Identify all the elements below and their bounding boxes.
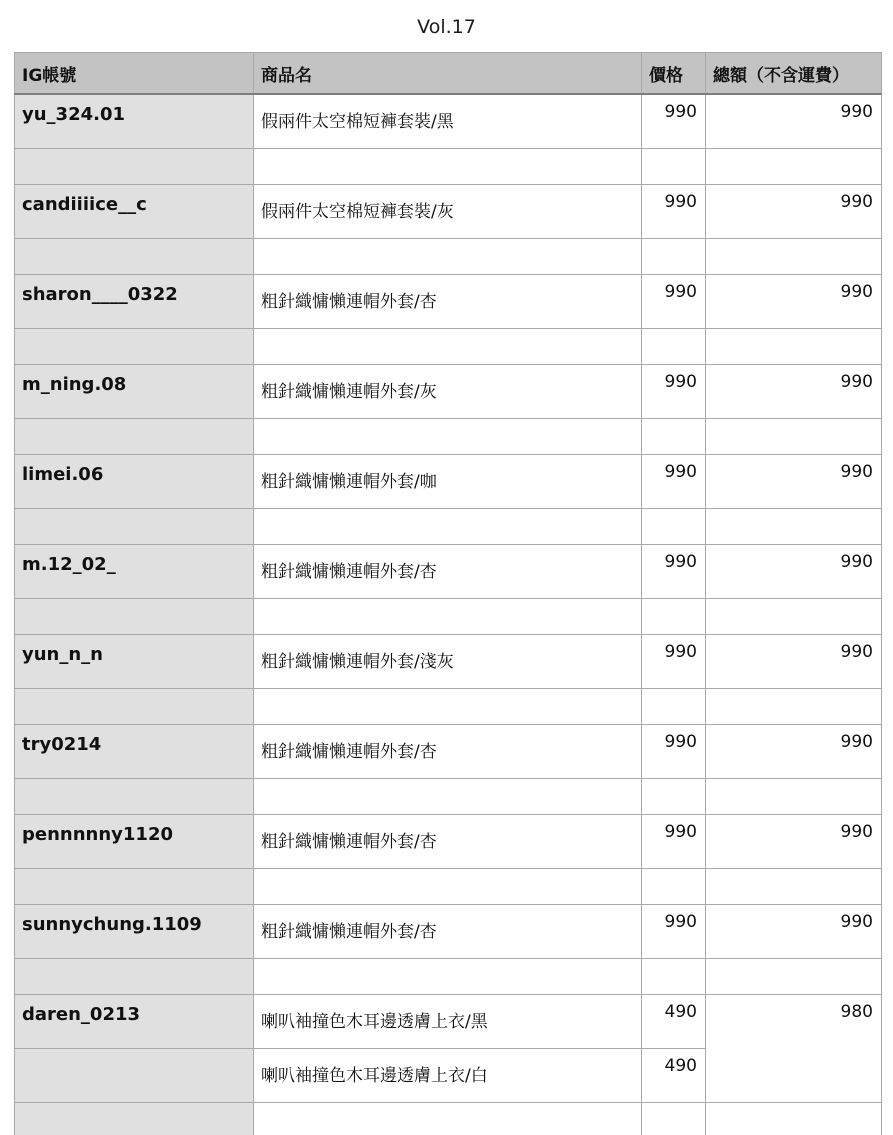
total-cell[interactable] — [706, 959, 882, 995]
total-cell[interactable] — [706, 239, 882, 275]
total-cell[interactable] — [706, 419, 882, 455]
item-cell[interactable] — [254, 869, 642, 905]
account-cell[interactable] — [15, 419, 254, 455]
table-row — [15, 365, 882, 419]
total-cell[interactable] — [706, 599, 882, 635]
account-cell[interactable] — [15, 959, 254, 995]
total-cell[interactable]: 990 — [706, 725, 882, 779]
item-cell[interactable]: 喇叭袖撞色木耳邊透膚上衣/黑 — [254, 995, 642, 1049]
table-row — [15, 185, 882, 239]
header-row — [15, 53, 882, 95]
price-cell[interactable] — [642, 239, 706, 275]
header-account[interactable]: IG帳號 — [15, 53, 254, 95]
price-cell[interactable]: 490 — [642, 995, 706, 1049]
total-cell[interactable]: 990 — [706, 365, 882, 419]
total-cell[interactable]: 990 — [706, 905, 882, 959]
price-cell[interactable] — [642, 419, 706, 455]
total-cell[interactable]: 980 — [706, 995, 882, 1103]
account-cell[interactable]: sunnychung.1109 — [15, 905, 254, 959]
price-cell[interactable]: 990 — [642, 94, 706, 149]
account-cell[interactable] — [15, 599, 254, 635]
table-row — [15, 905, 882, 959]
account-cell[interactable]: yun_n_n — [15, 635, 254, 689]
item-cell[interactable]: 粗針織慵懶連帽外套/杏 — [254, 545, 642, 599]
order-table — [14, 52, 882, 1135]
table-row — [15, 815, 882, 869]
total-cell[interactable]: 990 — [706, 545, 882, 599]
blank-row — [15, 869, 882, 905]
item-cell[interactable] — [254, 1103, 642, 1135]
account-cell[interactable]: yu_324.01 — [15, 94, 254, 149]
price-cell[interactable]: 990 — [642, 905, 706, 959]
account-cell[interactable]: try0214 — [15, 725, 254, 779]
item-cell[interactable] — [254, 329, 642, 365]
account-cell[interactable] — [15, 869, 254, 905]
account-cell[interactable]: sharon____0322 — [15, 275, 254, 329]
item-cell[interactable]: 粗針織慵懶連帽外套/灰 — [254, 365, 642, 419]
total-cell[interactable] — [706, 329, 882, 365]
price-cell[interactable]: 990 — [642, 275, 706, 329]
account-cell[interactable]: limei.06 — [15, 455, 254, 509]
blank-row — [15, 959, 882, 995]
price-cell[interactable] — [642, 149, 706, 185]
account-cell[interactable] — [15, 329, 254, 365]
item-cell[interactable] — [254, 149, 642, 185]
blank-row — [15, 329, 882, 365]
price-cell[interactable] — [642, 329, 706, 365]
account-cell[interactable] — [15, 689, 254, 725]
price-cell[interactable]: 990 — [642, 545, 706, 599]
item-cell[interactable] — [254, 959, 642, 995]
account-cell[interactable] — [15, 509, 254, 545]
account-cell[interactable] — [15, 779, 254, 815]
item-cell[interactable]: 粗針織慵懶連帽外套/杏 — [254, 275, 642, 329]
total-cell[interactable] — [706, 509, 882, 545]
table-row — [15, 275, 882, 329]
account-cell[interactable] — [15, 1103, 254, 1135]
item-cell[interactable] — [254, 419, 642, 455]
price-cell[interactable] — [642, 1103, 706, 1135]
total-cell[interactable] — [706, 869, 882, 905]
table-row — [15, 545, 882, 599]
table-row — [15, 635, 882, 689]
blank-row — [15, 779, 882, 815]
account-cell[interactable] — [15, 149, 254, 185]
price-cell[interactable] — [642, 779, 706, 815]
price-cell[interactable]: 990 — [642, 815, 706, 869]
price-cell[interactable] — [642, 869, 706, 905]
item-cell[interactable] — [254, 509, 642, 545]
item-cell[interactable]: 粗針織慵懶連帽外套/杏 — [254, 905, 642, 959]
table-row — [15, 94, 882, 149]
table-row — [15, 995, 882, 1049]
account-cell[interactable] — [15, 1049, 254, 1103]
account-cell[interactable]: m_ning.08 — [15, 365, 254, 419]
total-cell[interactable]: 990 — [706, 815, 882, 869]
blank-row — [15, 599, 882, 635]
price-cell[interactable]: 990 — [642, 635, 706, 689]
price-cell[interactable]: 990 — [642, 725, 706, 779]
price-cell[interactable] — [642, 689, 706, 725]
account-cell[interactable]: candiiiice__c — [15, 185, 254, 239]
header-total[interactable]: 總額（不含運費） — [706, 53, 882, 95]
price-cell[interactable]: 990 — [642, 185, 706, 239]
blank-row — [15, 689, 882, 725]
item-cell[interactable] — [254, 599, 642, 635]
total-cell[interactable] — [706, 149, 882, 185]
total-cell[interactable]: 990 — [706, 455, 882, 509]
price-cell[interactable]: 490 — [642, 1049, 706, 1103]
total-cell[interactable]: 990 — [706, 185, 882, 239]
price-cell[interactable] — [642, 959, 706, 995]
total-cell[interactable]: 990 — [706, 635, 882, 689]
blank-row — [15, 419, 882, 455]
account-cell[interactable]: pennnnny1120 — [15, 815, 254, 869]
total-cell[interactable]: 990 — [706, 94, 882, 149]
item-cell[interactable]: 粗針織慵懶連帽外套/咖 — [254, 455, 642, 509]
price-cell[interactable] — [642, 599, 706, 635]
item-cell[interactable] — [254, 689, 642, 725]
header-price[interactable]: 價格 — [642, 53, 706, 95]
item-cell[interactable]: 假兩件太空棉短褲套裝/黑 — [254, 94, 642, 149]
item-cell[interactable] — [254, 779, 642, 815]
account-cell[interactable]: m.12_02_ — [15, 545, 254, 599]
item-cell[interactable]: 粗針織慵懶連帽外套/杏 — [254, 725, 642, 779]
item-cell[interactable]: 喇叭袖撞色木耳邊透膚上衣/白 — [254, 1049, 642, 1103]
table-row — [15, 725, 882, 779]
total-cell[interactable] — [706, 779, 882, 815]
item-cell[interactable]: 粗針織慵懶連帽外套/杏 — [254, 815, 642, 869]
item-cell[interactable]: 假兩件太空棉短褲套裝/灰 — [254, 185, 642, 239]
total-cell[interactable]: 990 — [706, 275, 882, 329]
table-row — [15, 455, 882, 509]
account-cell[interactable]: daren_0213 — [15, 995, 254, 1049]
blank-row — [15, 1103, 882, 1135]
blank-row — [15, 239, 882, 275]
account-cell[interactable] — [15, 239, 254, 275]
item-cell[interactable] — [254, 239, 642, 275]
price-cell[interactable]: 990 — [642, 365, 706, 419]
item-cell[interactable]: 粗針織慵懶連帽外套/淺灰 — [254, 635, 642, 689]
total-cell[interactable] — [706, 689, 882, 725]
header-item[interactable]: 商品名 — [254, 53, 642, 95]
total-cell[interactable] — [706, 1103, 882, 1135]
price-cell[interactable] — [642, 509, 706, 545]
blank-row — [15, 149, 882, 185]
sheet-title: Vol.17 — [0, 16, 893, 38]
blank-row — [15, 509, 882, 545]
price-cell[interactable]: 990 — [642, 455, 706, 509]
